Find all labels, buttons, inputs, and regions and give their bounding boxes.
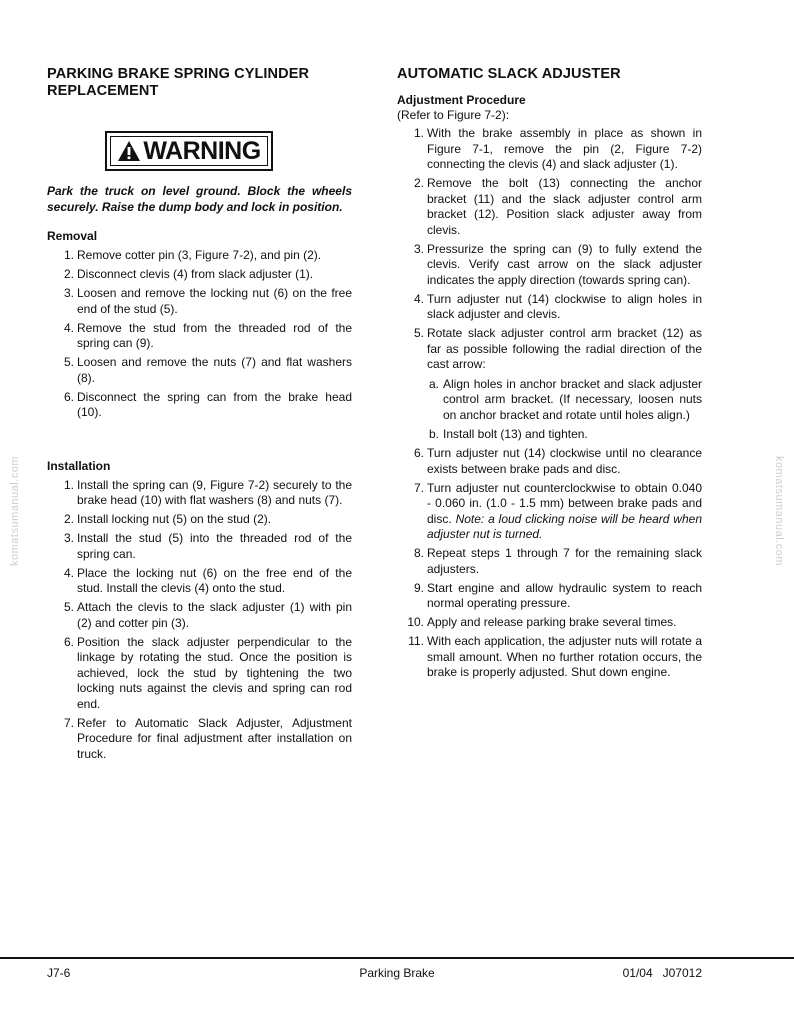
step-text: Install locking nut (5) on the stud (2). bbox=[77, 512, 272, 526]
step-text: Turn adjuster nut (14) clockwise to align holes in slack adjuster and clevis. bbox=[427, 291, 702, 321]
step-text: Install the stud (5) into the threaded rod of the spring can. bbox=[77, 531, 352, 561]
step-number: b. bbox=[428, 427, 439, 441]
step-text: Loosen and remove the nuts (7) and flat washers (8). bbox=[77, 355, 352, 385]
step-text: Start engine and allow hydraulic system to reach normal operating pressure. bbox=[427, 580, 702, 610]
step-text: Remove the stud from the threaded rod of the spring can (9). bbox=[77, 320, 352, 350]
list-item bbox=[47, 390, 352, 421]
footer-document-code: 01/04 J07012 bbox=[622, 966, 702, 980]
list-item bbox=[397, 446, 702, 477]
step-text: Repeat steps 1 through 7 for the remaining slack adjusters. bbox=[427, 546, 702, 576]
list-item bbox=[47, 478, 352, 509]
step-number: 7. bbox=[413, 480, 424, 495]
list-item bbox=[397, 481, 702, 543]
watermark-left: komatsumanual.com bbox=[9, 456, 21, 566]
left-column bbox=[47, 66, 352, 766]
step-number: 3. bbox=[63, 531, 74, 545]
list-item bbox=[397, 377, 702, 424]
figure-reference: (Refer to Figure 7-2): bbox=[397, 108, 510, 122]
step-text: Rotate slack adjuster control arm bracket (12) as far as possible following the radial direction of the cast arrow: bbox=[427, 326, 702, 371]
step-note: Note: a loud clicking noise will be heard when adjuster nut is turned. bbox=[427, 511, 702, 541]
step-number: 2. bbox=[413, 176, 424, 190]
step-text: Refer to Automatic Slack Adjuster, Adjustment Procedure for final adjustment after installation on truck. bbox=[77, 715, 352, 761]
step-text: Install bolt (13) and tighten. bbox=[443, 427, 588, 441]
list-item bbox=[47, 355, 352, 386]
section-title-slack-adjuster: AUTOMATIC SLACK ADJUSTER bbox=[397, 66, 621, 82]
step-number: 8. bbox=[413, 546, 424, 560]
step-number: 1. bbox=[63, 248, 74, 262]
step-text: Pressurize the spring can (9) to fully extend the clevis. Verify cast arrow on the slack adjuster indicates the apply direction (towards spring can). bbox=[427, 241, 702, 287]
step-text: Remove cotter pin (3, Figure 7-2), and pin (2). bbox=[77, 248, 322, 262]
step-number: 9. bbox=[413, 580, 424, 595]
list-item bbox=[47, 321, 352, 352]
footer-section-name: Parking Brake bbox=[359, 966, 435, 980]
step-number: 10. bbox=[407, 615, 424, 629]
step-number: 11. bbox=[408, 634, 424, 648]
step-text: Place the locking nut (6) on the free end of the stud. Install the clevis (4) onto the stud. bbox=[77, 565, 352, 595]
list-item bbox=[47, 248, 352, 264]
step-text: Install the spring can (9, Figure 7-2) securely to the brake head (10) with flat washers (8) and nuts (7). bbox=[77, 477, 352, 507]
list-item bbox=[397, 242, 702, 289]
step-number: 6. bbox=[63, 389, 74, 404]
adjustment-steps bbox=[397, 126, 702, 681]
footer-page-number: J7-6 bbox=[47, 966, 71, 980]
step-text: Align holes in anchor bracket and slack adjuster control arm bracket. (If necessary, loosen nuts on anchor bracket and rotate until holes align.) bbox=[443, 376, 702, 422]
list-item bbox=[47, 512, 352, 528]
step-number: 4. bbox=[63, 565, 74, 580]
step-number: 2. bbox=[63, 512, 74, 526]
list-item bbox=[47, 531, 352, 562]
step-number: 5. bbox=[413, 326, 424, 340]
step-number: 7. bbox=[63, 715, 74, 730]
installation-heading: Installation bbox=[47, 458, 111, 473]
warning-label: WARNING bbox=[143, 136, 261, 165]
list-item bbox=[47, 600, 352, 631]
step-number: 3. bbox=[413, 241, 424, 256]
step-number: a. bbox=[428, 376, 439, 391]
list-item bbox=[397, 581, 702, 612]
list-item bbox=[397, 615, 702, 631]
step-number: 6. bbox=[63, 634, 74, 649]
step-text: Remove the bolt (13) connecting the anchor bracket (11) and the slack adjuster control arm bracket (12). Position slack adjuster away from clevis. bbox=[427, 176, 702, 237]
step-number: 1. bbox=[413, 126, 424, 140]
watermark-right: komatsumanual.com bbox=[773, 456, 785, 566]
right-column bbox=[397, 66, 702, 684]
step-number: 2. bbox=[63, 267, 74, 281]
list-item bbox=[47, 566, 352, 597]
list-item bbox=[397, 126, 702, 173]
list-item bbox=[47, 286, 352, 317]
step-number: 5. bbox=[63, 355, 74, 369]
list-item bbox=[397, 634, 702, 681]
step-text: With the brake assembly in place as shown in Figure 7-1, remove the pin (2, Figure 7-2) connecting the clevis (4) and slack adjuster (1). bbox=[427, 126, 702, 171]
removal-steps bbox=[47, 248, 352, 421]
step-text: Loosen and remove the locking nut (6) on the free end of the stud (5). bbox=[77, 286, 352, 316]
list-item bbox=[47, 716, 352, 763]
installation-steps bbox=[47, 478, 352, 763]
step-number: 1. bbox=[63, 477, 74, 492]
step-number: 3. bbox=[63, 286, 74, 300]
warning-text: Park the truck on level ground. Block the wheels securely. Raise the dump body and lock in position. bbox=[47, 184, 352, 214]
step-text: Attach the clevis to the slack adjuster (1) with pin (2) and cotter pin (3). bbox=[77, 600, 352, 630]
footer-divider bbox=[0, 957, 794, 959]
step-text: Turn adjuster nut counterclockwise to obtain 0.040 - 0.060 in. (1.0 - 1.5 mm) between brake pads and disc. bbox=[427, 480, 702, 526]
step-number: 4. bbox=[63, 320, 74, 335]
step-text: Position the slack adjuster perpendicular to the linkage by rotating the stud. Once the position is achieved, lock the stud by tightening the two locking nuts against the clevis and spring can rod end. bbox=[77, 634, 352, 711]
step-number: 5. bbox=[63, 600, 74, 614]
step-text: Disconnect clevis (4) from slack adjuster (1). bbox=[77, 267, 314, 281]
warning-triangle-icon bbox=[117, 140, 141, 162]
list-item bbox=[397, 546, 702, 577]
list-item bbox=[397, 326, 702, 373]
list-item bbox=[47, 635, 352, 713]
warning-sign-inner bbox=[110, 136, 268, 166]
step-text: Apply and release parking brake several times. bbox=[427, 615, 677, 629]
step-text: Disconnect the spring can from the brake head (10). bbox=[77, 389, 352, 419]
step-text: Turn adjuster nut (14) clockwise until no clearance exists between brake pads and disc. bbox=[427, 446, 702, 476]
removal-heading: Removal bbox=[47, 229, 98, 243]
step-number: 4. bbox=[413, 291, 424, 306]
step-number: 6. bbox=[413, 446, 424, 460]
list-item bbox=[397, 292, 702, 323]
adjustment-procedure-heading: Adjustment Procedure bbox=[397, 93, 526, 107]
list-item bbox=[47, 267, 352, 283]
warning-sign bbox=[105, 131, 273, 171]
step-text: With each application, the adjuster nuts will rotate a small amount. When no further rotation occurs, the brake is properly adjusted. Shut down engine. bbox=[427, 634, 702, 679]
list-item bbox=[397, 427, 702, 443]
section-title-parking-brake: PARKING BRAKE SPRING CYLINDER REPLACEMENT bbox=[47, 66, 310, 99]
list-item bbox=[397, 176, 702, 238]
